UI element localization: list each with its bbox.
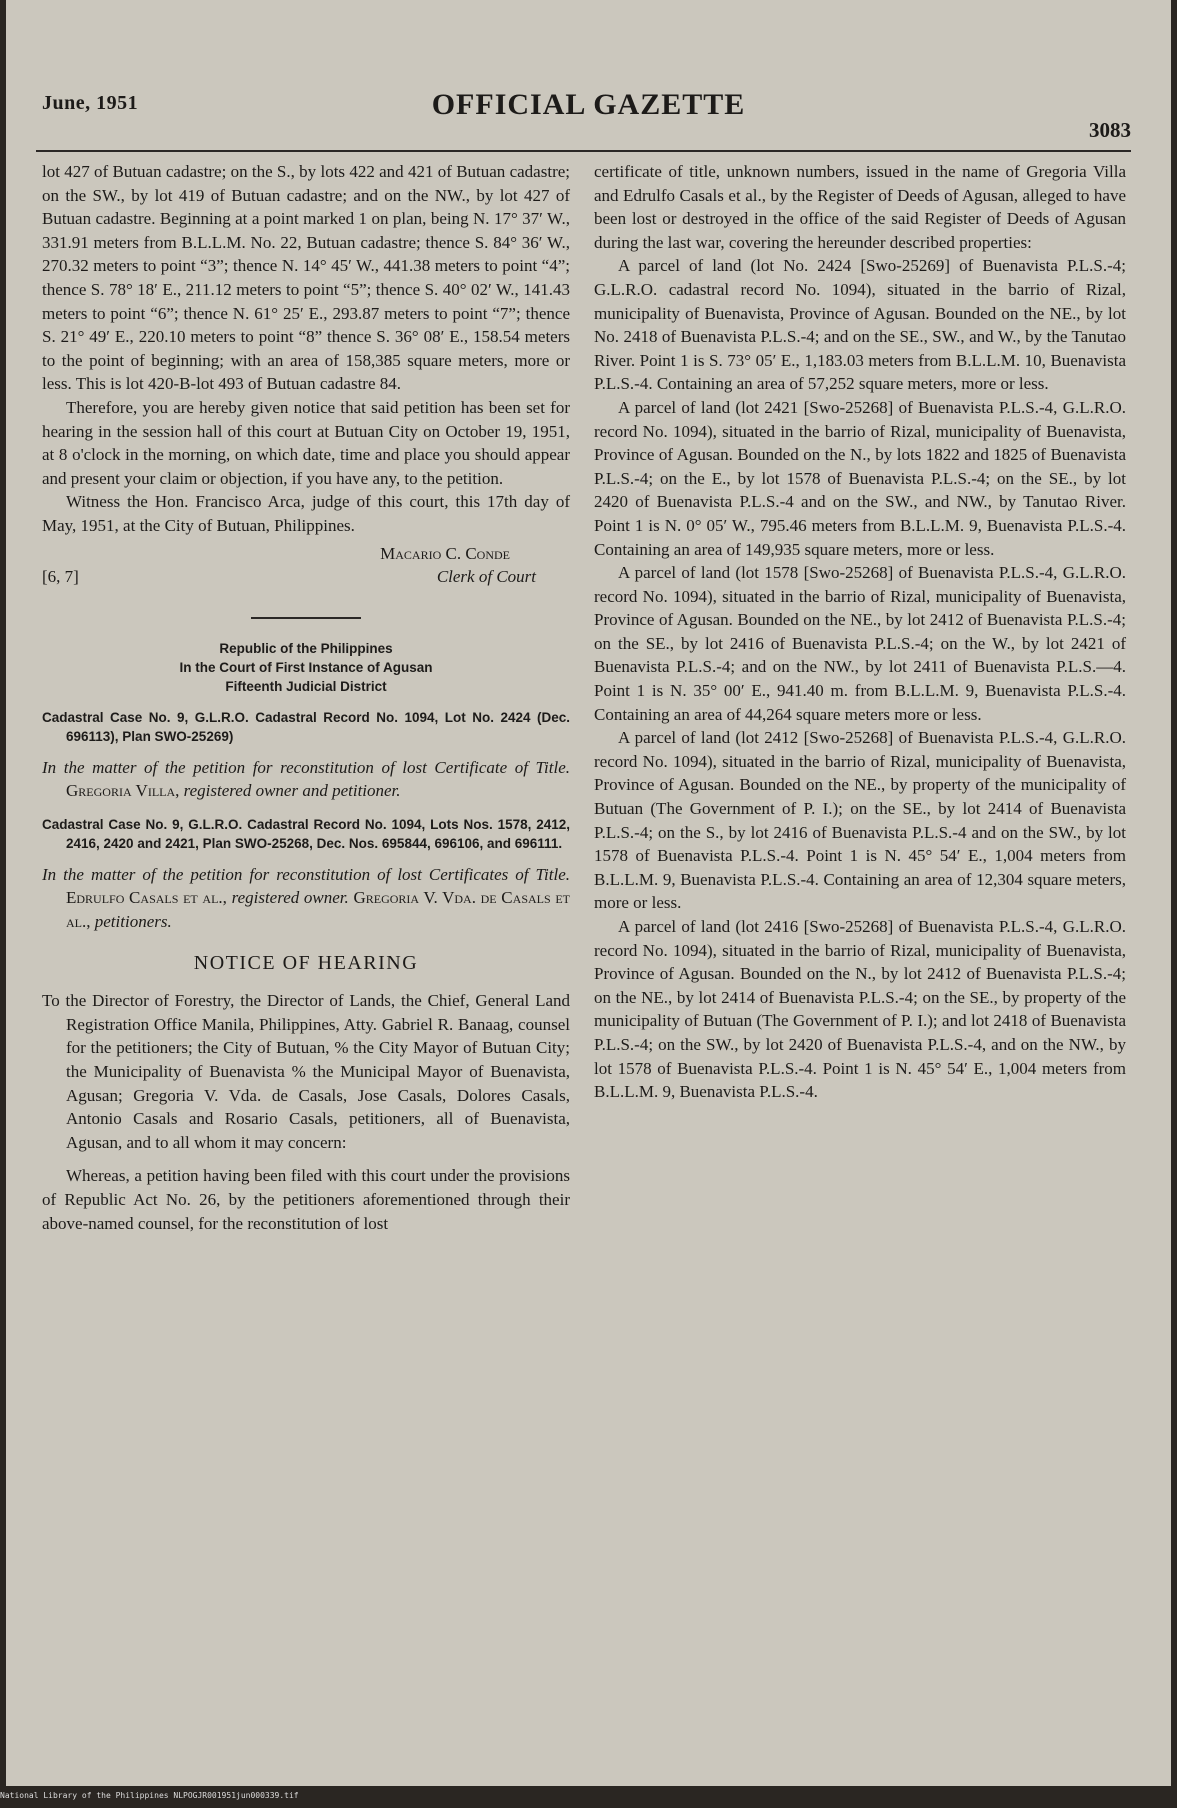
issue-date: June, 1951 (42, 92, 139, 114)
matter-1-role: registered owner and petitioner. (183, 781, 401, 801)
boundary-description: lot 427 of Butuan cadastre; on the S., by lots 422 and 421 of Butuan cadastre; on the SW., by lot 419 of Butuan cadastre; and on the NW., by lot 427 of Butuan cadastre. Beginning at a point marked 1 on plan, being N. 17° 37′ W., 331.91 meters from B.L.L.M. No. 22, Butuan cadastre; thence S. 84° 36′ W., 270.32 meters to point “3”; thence N. 14° 45′ W., 441.38 meters to point “4”; thence S. 78° 18′ E., 211.12 meters to point “5”; thence S. 40° 02′ W., 141.43 meters to point “6”; thence N. 61° 25′ E., 293.87 meters to point “7”; thence S. 21° 49′ E., 220.10 meters to point “8” thence S. 36° 08′ E., 158.54 meters to the point of beginning; with an area of 158,385 square meters, more or less. This is lot 420-B-lot 493 of Butuan cadastre 84. (42, 162, 570, 394)
section-divider (251, 617, 361, 619)
matter-2-owner: Edrulfo Casals et al., (66, 888, 227, 908)
parcel-lot-2416: A parcel of land (lot 2416 [Swo-25268] of Buenavista P.L.S.-4, G.L.R.O. record No. 1094), situated in the barrio of Rizal, municipality of Buenavista, Province of Agusan. Bounded on the N., by lot 2412 of Buenavista P.L.S.-4; on the NE., by lot 2414 of Buenavista P.L.S.-4; on the SE., by property of the municipality of Butuan (The Government of P. I.); and lot 2418 of Buenavista P.L.S.-4; on the SW., by lot 2420 of Buenavista P.L.S.-4, and on the NW., by lot 1578 of Buenavista P.L.S.-4. Point 1 is N. 45° 54′ E., 1,004 meters from B.L.L.M. 9, Buenavista P.L.S.-4. (594, 917, 1126, 1102)
matter-1 (42, 756, 570, 803)
parcel-lot-2412: A parcel of land (lot 2412 [Swo-25268] of Buenavista P.L.S.-4, G.L.R.O. record No. 1094), situated in the barrio of Rizal, municipality of Buenavista, Province of Agusan. Bounded on the NE., by property of the municipality of Butuan (The Government of P. I.); on the SE., by lot 2414 of Buenavista P.L.S.-4; on the S., by lot 2416 of Buenavista P.L.S.-4 and on the SW., by lot 1578 of Buenavista P.L.S.-4. Point 1 is N. 45° 54′ E., 1,004 meters from B.L.L.M. 9, Buenavista P.L.S.-4. Containing an area of 12,304 square meters, more or less. (594, 728, 1126, 913)
publication-title: OFFICIAL GAZETTE (431, 88, 746, 121)
matter-1-name: Gregoria Villa, (66, 781, 180, 801)
matter-2 (42, 863, 570, 934)
court-line-district: Fifteenth Judicial District (225, 678, 387, 694)
right-column (594, 160, 1126, 1104)
witness-paragraph: Witness the Hon. Francisco Arca, judge of this court, this 17th day of May, 1951, at the City of Butuan, Philippines. (42, 492, 570, 535)
parcel-lot-1578: A parcel of land (lot 1578 [Swo-25268] of Buenavista P.L.S.-4, G.L.R.O. record No. 1094), situated in the barrio of Rizal, municipality of Buenavista, Province of Agusan. Bounded on the NE., by lot 2412 of Buenavista P.L.S.-4; on the SE., by lot 2416 of Buenavista P.L.S.-4; on the W., by lot 2421 of Buenavista P.L.S.-4; and on the NW., by lot 2411 of Buenavista P.L.S.—4. Point 1 is N. 35° 00′ E., 941.40 m. from B.L.L.M. 9, Buenavista P.L.S.-4. Containing an area of 44,264 square meters more or less. (594, 563, 1126, 724)
notice-heading: NOTICE OF HEARING (193, 951, 419, 974)
certificate-paragraph: certificate of title, unknown numbers, issued in the name of Gregoria Villa and Edrulfo Casals et al., by the Register of Deeds of Agusan, alleged to have been lost or destroyed in the office of the said Register of Deeds of Agusan during the last war, covering the hereunder described properties: (594, 162, 1126, 252)
parcel-lot-2424: A parcel of land (lot No. 2424 [Swo-25269] of Buenavista P.L.S.-4; G.L.R.O. cadastral record No. 1094), situated in the barrio of Rizal, municipality of Buenavista, Province of Agusan. Bounded on the NE., by lot No. 2418 of Buenavista P.L.S.-4; and on the SE., SW., and W., by the Tanutao River. Point 1 is S. 73° 05′ E., 1,183.03 meters from B.L.L.M. 10, Buenavista P.L.S.-4. Containing an area of 57,252 square meters, more or less. (594, 256, 1126, 394)
court-heading (42, 639, 570, 696)
header-rule (36, 150, 1131, 152)
signature-row (42, 565, 570, 589)
issue-reference: [6, 7] (42, 567, 79, 587)
matter-2-owner-role: registered owner. (231, 888, 349, 908)
court-line-instance: In the Court of First Instance of Agusan (179, 659, 433, 675)
court-line-republic: Republic of the Philippines (219, 640, 393, 656)
page-number: 3083 (1089, 118, 1131, 142)
hearing-notice-paragraph: Therefore, you are hereby given notice that said petition has been set for hearing in the session hall of this court at Butuan City on October 19, 1951, at 8 o'clock in the morning, on which date, time and place you should appear and present your claim or objection, if you have any, to the petition. (42, 397, 570, 488)
case-caption-2: Cadastral Case No. 9, G.L.R.O. Cadastral Record No. 1094, Lots Nos. 1578, 2412, 2416, 2420 and 2421, Plan SWO-25268, Dec. Nos. 695844, 696106, and 696111. (42, 816, 570, 851)
notice-addressees: To the Director of Forestry, the Director of Lands, the Chief, General Land Registration Office Manila, Philippines, Atty. Gabriel R. Banaag, counsel for the petitioners; the City of Butuan, % the City Mayor of Butuan City; the Municipality of Buenavista % the Municipal Mayor of Buenavista, Agusan; Gregoria V. Vda. de Casals, Jose Casals, Dolores Casals, Antonio Casals and Rosario Casals, petitioners, all of Buenavista, Agusan, and to all whom it may concern: (42, 991, 570, 1152)
case-caption-1: Cadastral Case No. 9, G.L.R.O. Cadastral Record No. 1094, Lot No. 2424 (Dec. 696113), Plan SWO-25269) (42, 709, 570, 744)
signer-name: Macario C. Conde (380, 543, 510, 563)
matter-2-petitioner: Gregoria V. Vda. de Casals et al., (66, 888, 570, 932)
matter-2-petitioner-role: petitioners. (94, 912, 172, 932)
scan-footer: National Library of the Philippines NLPOGJR001951jun000339.tif (0, 1791, 299, 1800)
left-column (42, 160, 570, 1235)
gazette-page (6, 0, 1171, 1786)
parcel-lot-2421: A parcel of land (lot 2421 [Swo-25268] of Buenavista P.L.S.-4, G.L.R.O. record No. 1094), situated in the barrio of Rizal, municipality of Buenavista, Province of Agusan. Bounded on the N., by lots 1822 and 1825 of Buenavista P.L.S.-4; on the E., by lot 1578 of Buenavista P.L.S.-4; on the SE., by lot 2420 of Buenavista P.L.S.-4 and on the SW., and NW., by Tanutao River. Point 1 is N. 0° 05′ W., 795.46 meters from B.L.L.M. 9, Buenavista P.L.S.-4. Containing an area of 149,935 square meters, more or less. (594, 397, 1126, 559)
whereas-paragraph: Whereas, a petition having been filed with this court under the provisions of Republic Act No. 26, by the petitioners aforementioned through their above-named counsel, for the reconstitution of lost (42, 1166, 570, 1233)
matter-1-text: In the matter of the petition for reconstitution of lost Certificate of Title. (42, 757, 570, 777)
signer-title: Clerk of Court (436, 567, 536, 587)
matter-2-text: In the matter of the petition for reconstitution of lost Certificates of Title. (42, 864, 570, 884)
